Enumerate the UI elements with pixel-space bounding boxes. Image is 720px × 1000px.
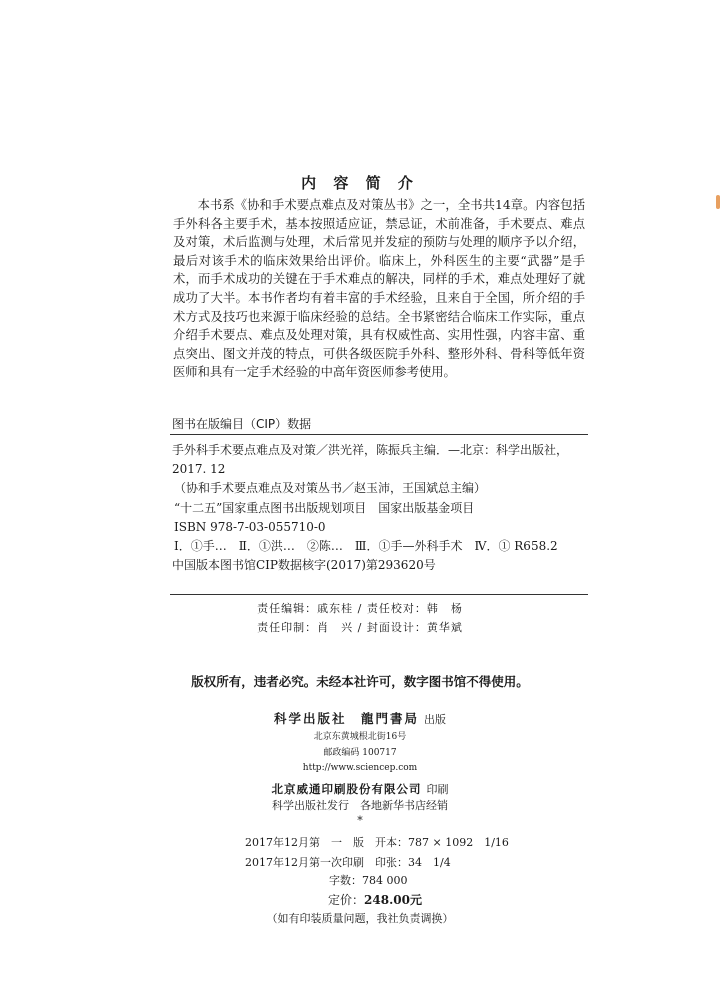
editors-line-2: 责任印制：肖 兴 / 封面设计：黄华斌	[257, 621, 463, 634]
cip-line: 中国版本图书馆CIP数据核字(2017)第293620号	[172, 558, 436, 573]
printer-line	[0, 778, 720, 797]
publisher-address: 北京东黄城根北街16号	[313, 732, 407, 742]
cip-block	[172, 441, 586, 575]
cip-line: “十二五”国家重点图书出版规划项目 国家出版基金项目	[174, 500, 475, 515]
publisher-website: http://www.sciencep.com	[302, 763, 418, 773]
printer-name: 北京威通印刷股份有限公司	[271, 782, 422, 796]
separator-star: *	[357, 814, 363, 827]
price-value: 248.00元	[364, 893, 422, 907]
cip-line: 2017. 12	[172, 462, 226, 477]
publisher-line	[0, 708, 720, 727]
distribution-line: 科学出版社发行 各地新华书店经销	[272, 799, 448, 812]
price-label: 定价：	[328, 893, 365, 907]
publisher-suffix: 出版	[424, 713, 447, 726]
copyright-notice: 版权所有，违者必究。未经本社许可，数字图书馆不得使用。	[191, 674, 529, 689]
publisher-names: 科学出版社 龍門書局	[273, 711, 419, 726]
printer-suffix: 印刷	[426, 783, 449, 796]
summary-text	[173, 196, 585, 382]
summary-paragraph: 本书系《协和手术要点难点及对策丛书》之一，全书共14章。内容包括手外科各主要手术，基本按照适应证，禁忌证，术前准备，手术要点、难点及对策，术后监测与处理，术后常见并发症的预防与处理的顺序予以介绍，最后对该手术的临床效果给出评价。临床上，外科医生的主要“武器”是手术，而手术成功的关键在于手术难点的解决，同样的手术，难点处理好了就成功了大半。本书作者均有着丰富的手术经验，且来自于全国，所介绍的手术方式及技巧也来源于临床经验的总结。全书紧密结合临床工作实际，重点介绍手术要点、难点及处理对策，具有权威性高、实用性强，内容丰富、重点突出、图文并茂的特点，可供各级医院手外科、整形外科、骨科等低年资医师和具有一定手术经验的中高年资医师参考使用。	[173, 198, 585, 380]
word-count: 字数：784 000	[329, 874, 408, 887]
cip-line: 手外科手术要点难点及对策／洪光祥，陈振兵主编．—北京：科学出版社，	[172, 443, 569, 457]
summary-title: 内 容 简 介	[301, 174, 419, 192]
printing-line: 2017年12月第一次印刷 印张：34 1/4	[245, 856, 451, 869]
edition-line: 2017年12月第 一 版 开本：787 × 1092 1/16	[245, 836, 509, 849]
publisher-postcode: 邮政编码 100717	[323, 748, 397, 758]
cip-line: （协和手术要点难点及对策丛书／赵玉沛，王国斌总主编）	[174, 481, 487, 496]
editors-line-1: 责任编辑：戚东桂 / 责任校对：韩 杨	[257, 602, 463, 615]
cip-line: ISBN 978-7-03-055710-0	[174, 519, 326, 534]
quality-notice: （如有印装质量问题，我社负责调换）	[266, 912, 454, 925]
cip-bottom-rule	[170, 594, 588, 595]
cip-line: Ⅰ．①手… Ⅱ．①洪… ②陈… Ⅲ．①手—外科手术 Ⅳ．① R658.2	[174, 539, 558, 554]
page-edge-mark	[716, 195, 720, 209]
cip-heading: 图书在版编目（CIP）数据	[172, 417, 312, 431]
price-line	[328, 891, 528, 908]
cip-top-rule	[170, 434, 588, 435]
